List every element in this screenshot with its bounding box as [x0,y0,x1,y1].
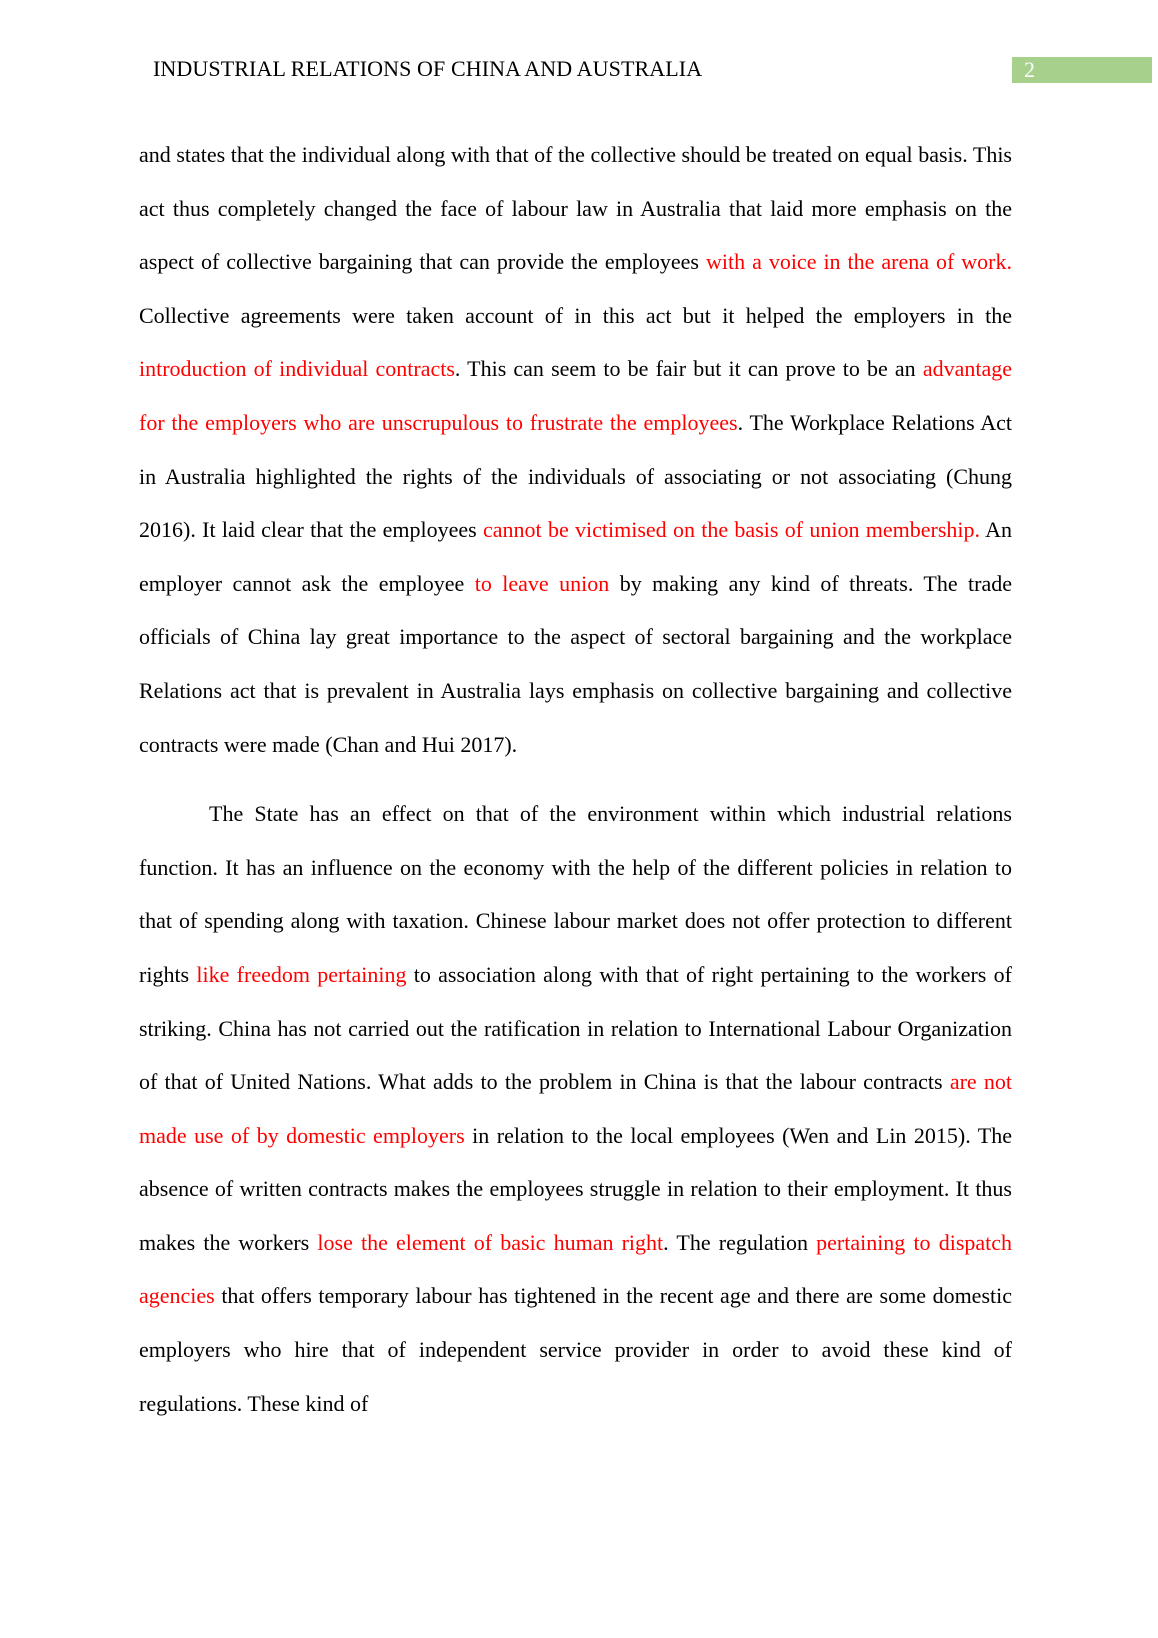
running-header-title: INDUSTRIAL RELATIONS OF CHINA AND AUSTRALIA [153,56,703,81]
text-segment: by making any kind of threats. The trade officials of China lay great importance to the aspect of sectoral bargaining and the workplace Relations act that is prevalent in Australia lays emphasis on collective bargaining and collective contracts were made (Chan and Hui 2017). [139,570,1012,757]
document-body [139,128,1012,1430]
text-segment: . The regulation [663,1229,817,1255]
text-segment: in relation to the local employees (Wen and Lin 2015). The absence of written contracts makes the employees struggle in relation to their employment. It thus makes the workers [139,1122,1012,1255]
page-number-bar [1012,57,1152,83]
paragraph-2 [139,787,1012,1430]
highlighted-text-segment: are not made use of by domestic employers [139,1069,1012,1148]
highlighted-text-segment: cannot be victimised on the basis of union membership. [483,517,981,543]
text-segment: . The Workplace Relations Act in Australia highlighted the rights of the individuals of associating or not associating (Chung 2016). It laid clear that the employees [139,409,1012,543]
highlighted-text-segment: pertaining to dispatch agencies [139,1229,1013,1309]
page-number: 2 [1024,57,1035,82]
highlighted-text-segment: introduction of individual contracts [139,356,455,382]
text-segment: Collective agreements were taken account of in this act but it helped the employers in the [139,302,1012,328]
highlighted-text-segment: like freedom pertaining [196,961,407,987]
text-segment: and states that the individual along with that of the collective should be treated on equal basis. This act thus completely changed the face of labour law in Australia that laid more emphasis on the aspect of collective bargaining that can provide the employees [139,142,1012,275]
text-segment: The State has an effect on that of the environment within which industrial relations function. It has an influence on the economy with the help of the different policies in relation to that of spending along with taxation. Chinese labour market does not offer protection to different rights [139,801,1012,987]
text-segment: to association along with that of right pertaining to the workers of striking. China has not carried out the ratification in relation to International Labour Organization of that of United Nations. What adds to the problem in China is that the labour contracts [139,961,1012,1095]
text-segment: An employer cannot ask the employee [139,517,1012,596]
paragraph-1 [139,128,1012,771]
highlighted-text-segment: lose the element of basic human right [317,1229,664,1255]
text-segment: . This can seem to be fair but it can prove to be an [454,356,923,382]
text-segment: that offers temporary labour has tightened in the recent age and there are some domestic employers who hire that of independent service provider in order to avoid these kind of regulations. These kind of [139,1283,1012,1416]
highlighted-text-segment: to leave union [474,570,610,596]
highlighted-text-segment: with a voice in the arena of work. [705,249,1013,275]
highlighted-text-segment: advantage for the employers who are unscrupulous to frustrate the employees [139,356,1012,435]
